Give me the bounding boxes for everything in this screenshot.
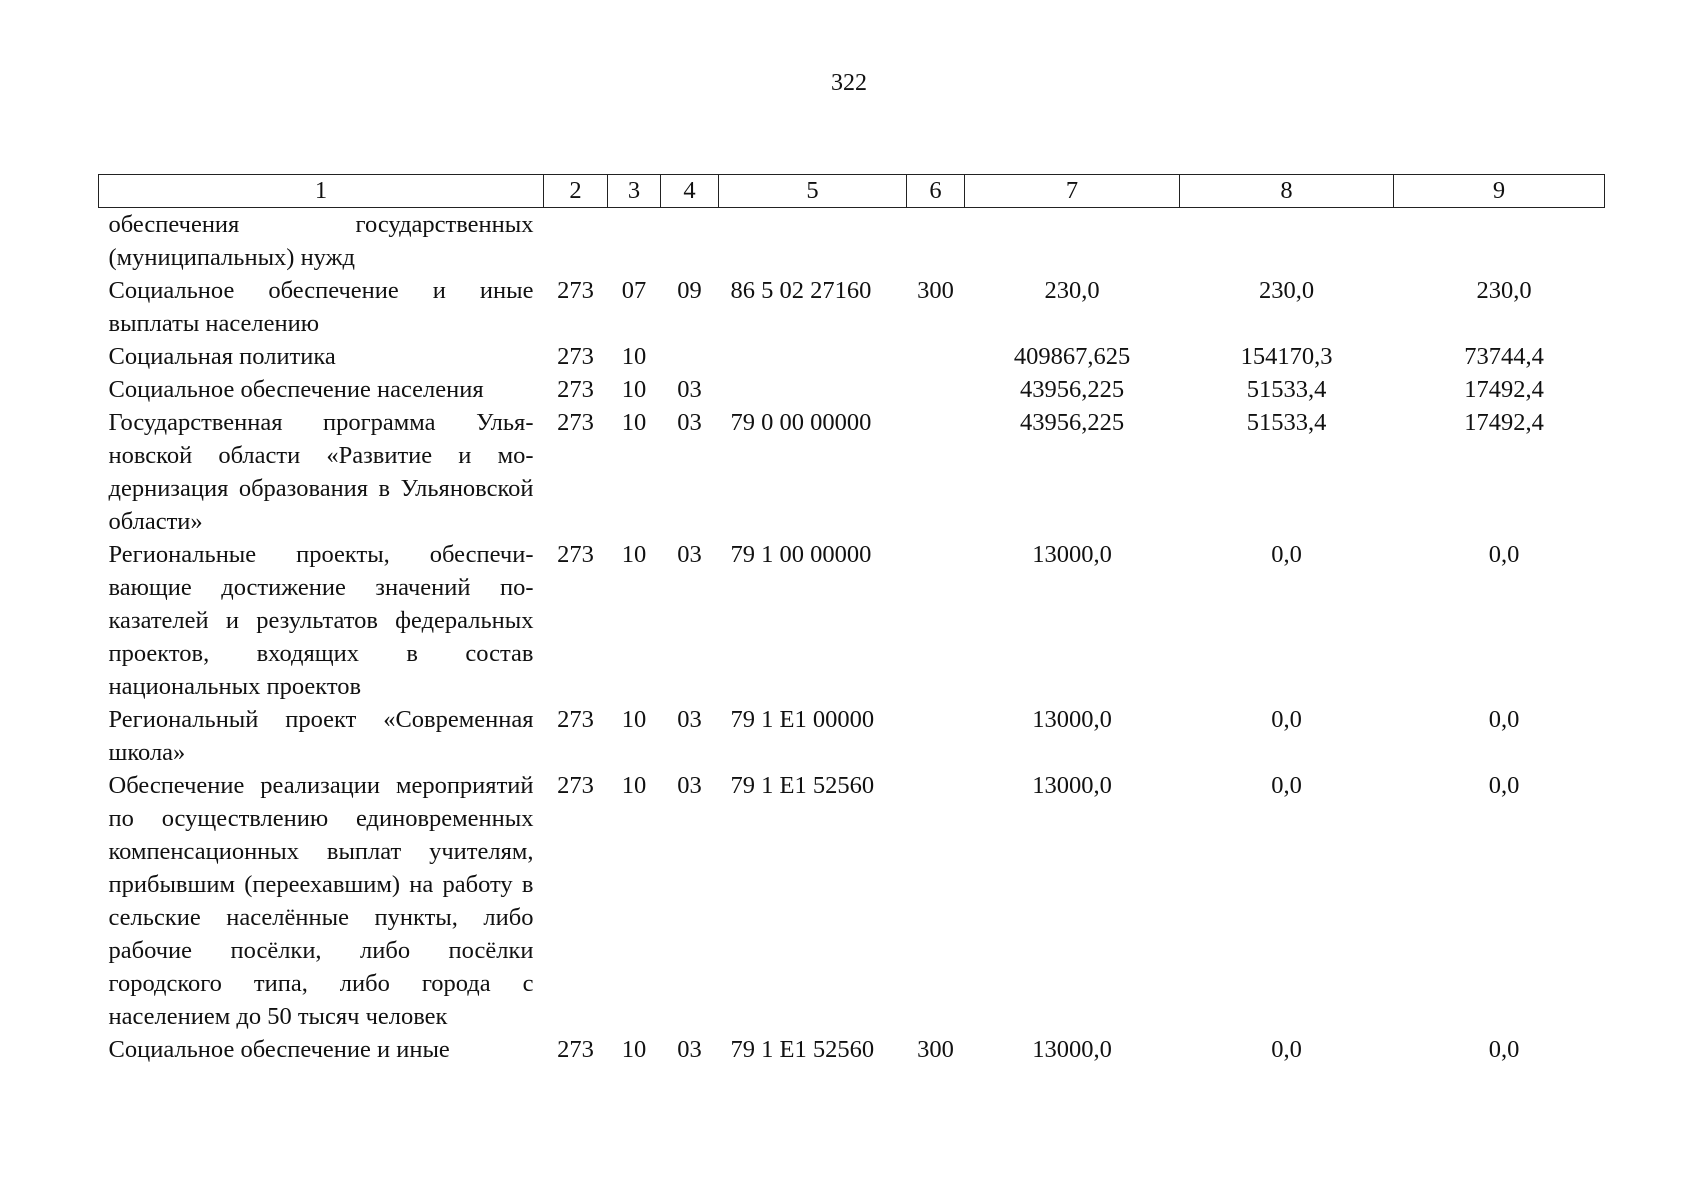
table-row — [99, 769, 1605, 1033]
table-row — [99, 406, 1605, 538]
page-number: 322 — [831, 70, 867, 96]
row-amount-col9: 73744,4 — [1464, 343, 1544, 370]
row-section-code: 10 — [621, 1036, 647, 1063]
row-ministry-code — [544, 208, 608, 275]
row-ministry-code: 273 — [557, 343, 594, 370]
row-amount-col9: 17492,4 — [1464, 376, 1544, 403]
table-row — [99, 340, 1605, 373]
row-ministry-code: 273 — [557, 277, 594, 304]
header-col-9: 9 — [1394, 175, 1605, 208]
row-amount-col9: 0,0 — [1488, 541, 1520, 568]
row-section-code: 10 — [621, 409, 647, 436]
row-amount-col8: 0,0 — [1271, 1036, 1302, 1063]
row-target-article: 79 1 00 00000 — [730, 541, 872, 568]
row-target-article: 86 5 02 27160 — [730, 277, 872, 304]
row-amount-col8: 0,0 — [1271, 541, 1302, 568]
table-row — [99, 373, 1605, 406]
row-name: обеспечения государственных (муниципальных) нужд — [108, 211, 534, 271]
row-amount-col9: 0,0 — [1488, 706, 1520, 733]
row-name: Социальное обеспечение населения — [108, 376, 484, 403]
row-name: Социальная политика — [108, 343, 336, 370]
row-name: Региональный проект «Современная школа» — [108, 706, 534, 766]
table-row — [99, 208, 1605, 275]
table-body — [99, 208, 1605, 1067]
row-expense-type: 300 — [917, 277, 954, 304]
row-target-article: 79 1 E1 52560 — [730, 772, 875, 799]
budget-table — [98, 174, 1605, 1066]
row-subsection-code: 03 — [677, 376, 702, 403]
row-expense-type: 300 — [917, 1036, 954, 1063]
header-col-8: 8 — [1180, 175, 1394, 208]
row-amount-col8 — [1180, 208, 1394, 275]
row-target-article: 79 1 E1 00000 — [730, 706, 875, 733]
row-expense-type — [907, 373, 965, 406]
row-subsection-code: 03 — [677, 1036, 702, 1063]
row-amount-col8: 0,0 — [1271, 706, 1302, 733]
row-target-article — [719, 373, 907, 406]
table-row — [99, 538, 1605, 703]
row-section-code: 10 — [621, 541, 647, 568]
row-amount-col7: 43956,225 — [1019, 409, 1125, 436]
row-expense-type — [907, 703, 965, 769]
row-amount-col9: 230,0 — [1476, 277, 1532, 304]
row-amount-col7: 13000,0 — [1032, 706, 1112, 733]
table-row — [99, 274, 1605, 340]
row-expense-type — [907, 406, 965, 538]
row-section-code: 10 — [621, 772, 647, 799]
row-amount-col8: 51533,4 — [1246, 376, 1327, 403]
row-section-code — [608, 208, 661, 275]
row-name: Обеспечение реализации мероприятий по осуществлению единовременных компенсационных выплат учителям, прибывшим (переехавшим) на работу в сельские населённые пункты, либо рабочие посёлки, либо посёлки городского типа, либо города с населением до 50 тысяч человек — [108, 772, 534, 1030]
header-col-2: 2 — [544, 175, 608, 208]
row-amount-col9: 0,0 — [1488, 772, 1520, 799]
row-amount-col7: 13000,0 — [1032, 1036, 1112, 1063]
row-target-article — [719, 340, 907, 373]
row-amount-col9: 17492,4 — [1464, 409, 1544, 436]
row-amount-col7: 409867,625 — [1013, 343, 1131, 370]
row-name: Региональные проекты, обеспечивающие достижение значений показателей и результатов федеральных проектов, входящих в состав национальных проектов — [108, 541, 534, 700]
row-expense-type — [907, 769, 965, 1033]
header-col-4: 4 — [661, 175, 719, 208]
table-row — [99, 1033, 1605, 1066]
row-amount-col8: 0,0 — [1271, 772, 1302, 799]
header-col-5: 5 — [719, 175, 907, 208]
row-subsection-code — [661, 208, 719, 275]
header-row — [99, 175, 1605, 208]
row-ministry-code: 273 — [557, 541, 594, 568]
row-subsection-code: 03 — [677, 409, 702, 436]
row-expense-type — [907, 538, 965, 703]
row-name: Государственная программа Ульяновской области «Развитие и модернизация образования в Ульяновской области» — [108, 409, 534, 535]
row-amount-col8: 51533,4 — [1246, 409, 1327, 436]
row-amount-col7: 13000,0 — [1032, 772, 1112, 799]
row-name: Социальное обеспечение и иные выплаты населению — [108, 277, 534, 337]
row-ministry-code: 273 — [557, 706, 594, 733]
row-section-code: 10 — [621, 376, 647, 403]
row-subsection-code: 09 — [677, 277, 702, 304]
row-subsection-code — [661, 340, 719, 373]
row-amount-col7 — [965, 208, 1180, 275]
row-section-code: 07 — [621, 277, 647, 304]
row-ministry-code: 273 — [557, 409, 594, 436]
table-row — [99, 703, 1605, 769]
row-subsection-code: 03 — [677, 541, 702, 568]
row-target-article: 79 0 00 00000 — [730, 409, 872, 436]
header-col-6: 6 — [907, 175, 965, 208]
row-subsection-code: 03 — [677, 772, 702, 799]
row-ministry-code: 273 — [557, 772, 594, 799]
row-amount-col9 — [1394, 208, 1605, 275]
row-expense-type — [907, 208, 965, 275]
row-subsection-code: 03 — [677, 706, 702, 733]
row-name: Социальное обеспечение и иные — [108, 1036, 450, 1063]
row-section-code: 10 — [621, 343, 647, 370]
row-amount-col7: 43956,225 — [1019, 376, 1125, 403]
row-amount-col7: 230,0 — [1044, 277, 1100, 304]
row-section-code: 10 — [621, 706, 647, 733]
row-ministry-code: 273 — [557, 1036, 594, 1063]
row-amount-col9: 0,0 — [1488, 1036, 1520, 1063]
header-col-3: 3 — [608, 175, 661, 208]
row-expense-type — [907, 340, 965, 373]
row-target-article — [719, 208, 907, 275]
header-col-7: 7 — [965, 175, 1180, 208]
row-amount-col7: 13000,0 — [1032, 541, 1112, 568]
row-target-article: 79 1 E1 52560 — [730, 1036, 875, 1063]
row-amount-col8: 230,0 — [1258, 277, 1315, 304]
row-amount-col8: 154170,3 — [1240, 343, 1333, 370]
row-ministry-code: 273 — [557, 376, 594, 403]
table-header — [99, 175, 1605, 208]
header-col-1: 1 — [99, 175, 544, 208]
